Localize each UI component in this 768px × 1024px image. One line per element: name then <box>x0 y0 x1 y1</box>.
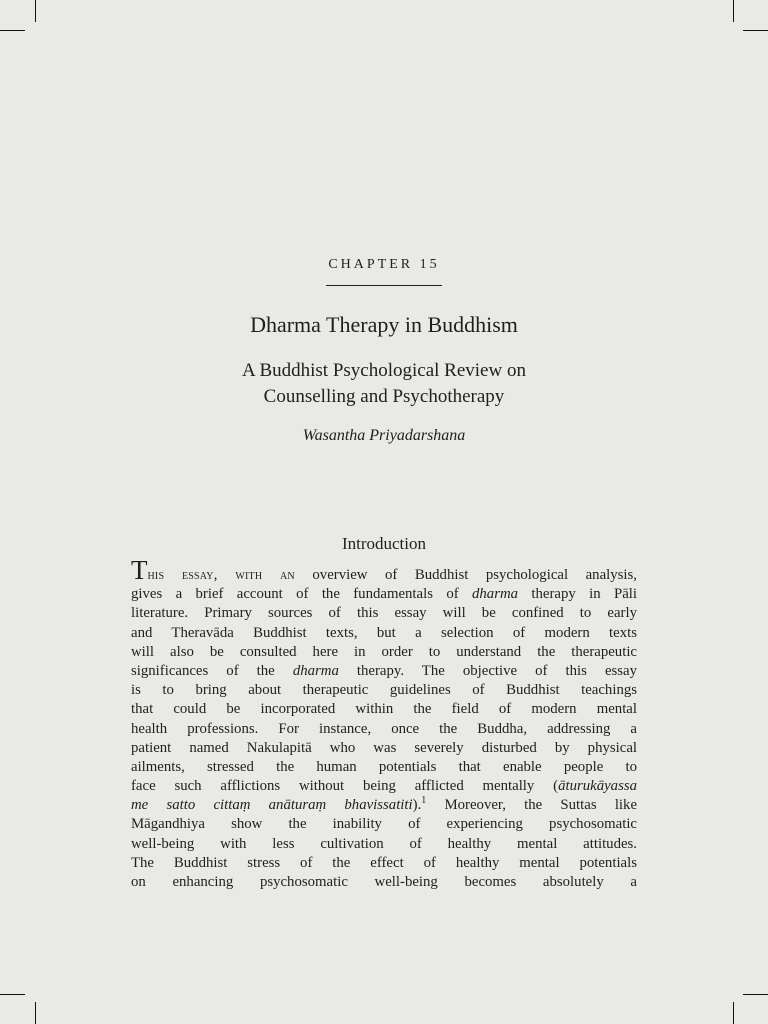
body-line <box>131 662 637 681</box>
italic-term: dharma <box>472 586 519 603</box>
smallcaps-opening: his essay, with an <box>147 567 295 583</box>
body-line <box>131 555 637 585</box>
chapter-rule <box>326 285 442 286</box>
crop-mark-bottom-right-vertical <box>733 1002 734 1024</box>
body-line: patient named Nakulapitā who was severely disturbed by physical <box>131 739 637 756</box>
crop-mark-bottom-left-vertical <box>35 1002 36 1024</box>
body-line: health professions. For instance, once the Buddha, addressing a <box>131 720 637 737</box>
body-line: well-being with less cultivation of healthy mental attitudes. <box>131 835 637 852</box>
body-line: that could be incorporated within the field of modern mental <box>131 701 637 718</box>
body-text-run: ). <box>412 797 422 814</box>
chapter-subtitle <box>0 358 768 410</box>
body-line: is to bring about therapeutic guidelines of Buddhist teachings <box>131 682 637 699</box>
subtitle-line-2: Counselling and Psychotherapy <box>263 386 505 407</box>
crop-mark-top-left-horizontal <box>0 30 25 31</box>
chapter-label: CHAPTER 15 <box>328 257 440 272</box>
body-line <box>131 777 637 796</box>
crop-mark-top-right-vertical <box>733 0 734 22</box>
subtitle-line-1: A Buddhist Psychological Review on <box>242 360 526 381</box>
drop-cap: T <box>131 555 148 585</box>
chapter-title: Dharma Therapy in Buddhism <box>250 312 518 337</box>
italic-pali-quote: āturukāyassa <box>558 778 637 795</box>
body-line: will also be consulted here in order to understand the therapeutic <box>131 643 637 660</box>
body-line <box>131 796 637 815</box>
author-name: Wasantha Priyadarshana <box>302 427 466 444</box>
body-text-run: significances of the <box>131 662 293 679</box>
body-paragraph <box>131 555 638 892</box>
footnote-reference[interactable]: 1 <box>421 795 427 807</box>
body-text-run: therapy in Pāli <box>518 586 637 603</box>
body-line: and Theravāda Buddhist texts, but a selection of modern texts <box>131 624 637 641</box>
crop-mark-top-right-horizontal <box>743 30 768 31</box>
italic-term: dharma <box>292 662 339 679</box>
crop-mark-top-left-vertical <box>35 0 36 22</box>
body-text-run: gives a brief account of the fundamentals of <box>131 586 472 603</box>
body-line: The Buddhist stress of the effect of healthy mental potentials <box>131 854 637 871</box>
body-line: on enhancing psychosomatic well-being becomes absolutely a <box>131 874 637 890</box>
body-line: ailments, stressed the human potentials that enable people to <box>131 758 637 775</box>
body-line: literature. Primary sources of this essay will be confined to early <box>131 605 637 622</box>
body-text-run: overview of Buddhist psychological analysis, <box>294 567 637 583</box>
body-line: Māgandhiya show the inability of experiencing psychosomatic <box>131 816 637 833</box>
body-text-run: face such afflictions without being afflicted mentally ( <box>131 778 559 795</box>
body-line <box>131 585 637 604</box>
italic-pali-quote: me satto cittaṃ anāturaṃ bhavissatiti <box>131 797 413 814</box>
crop-mark-bottom-left-horizontal <box>0 994 25 995</box>
body-text-run: Moreover, the Suttas like <box>426 797 638 814</box>
section-heading: Introduction <box>341 534 427 553</box>
body-text-run: therapy. The objective of this essay <box>338 662 637 679</box>
crop-mark-bottom-right-horizontal <box>743 994 768 995</box>
